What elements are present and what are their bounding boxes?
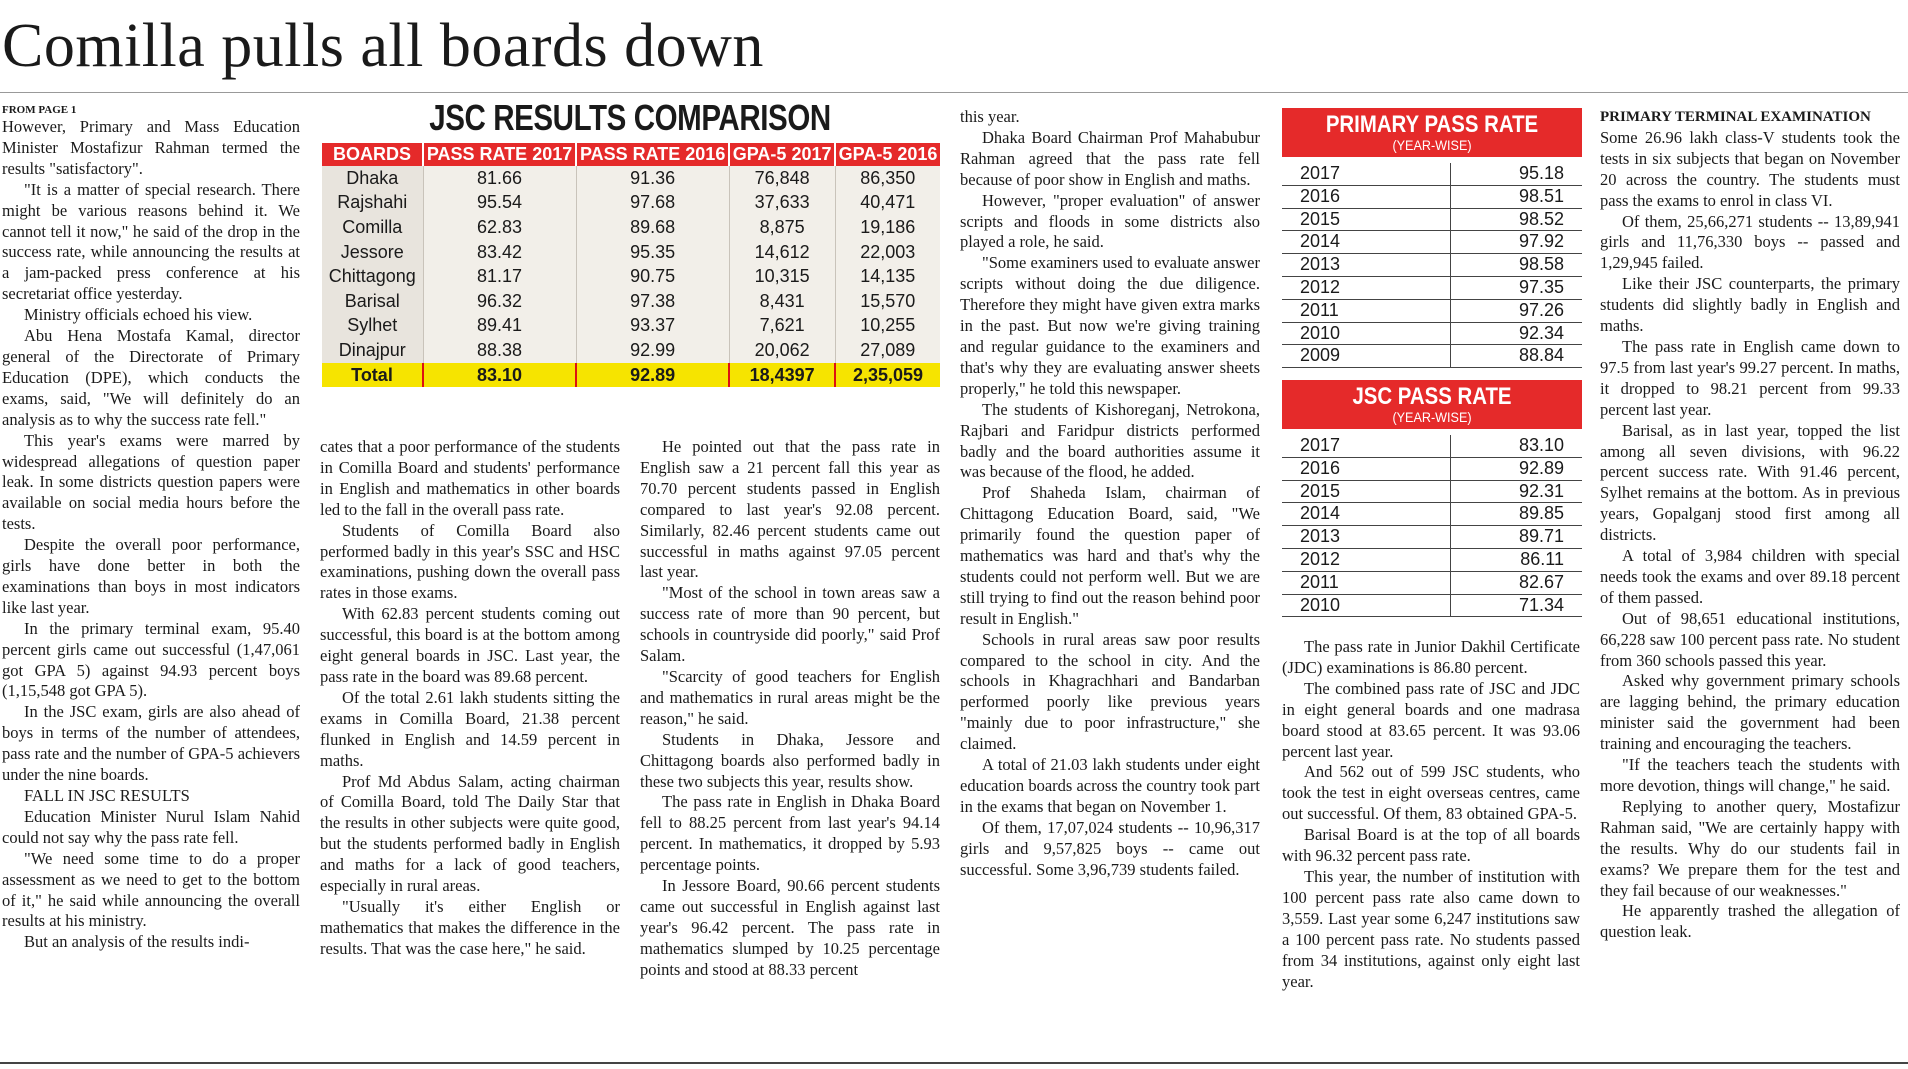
pass-rate-value: 89.71 [1518, 526, 1564, 547]
table-cell: 91.36 [576, 166, 729, 191]
table-cell: Rajshahi [322, 191, 423, 216]
pass-rate-value: 97.92 [1518, 231, 1564, 252]
paragraph: "Scarcity of good teachers for English and mathematics in rural areas might be the reason," he said. [640, 666, 940, 728]
article-column-2 [320, 437, 620, 1047]
paragraph: He pointed out that the pass rate in English saw a 21 percent fall this year as 70.70 percent students passed in English compared to last year's 92.08 percent. Similarly, 82.46 percent students came out successful in maths against 97.05 percent last year. [640, 437, 940, 582]
pass-rate-value: 86.11 [1520, 548, 1564, 569]
table-cell: 97.68 [576, 191, 729, 216]
year-label: 2015 [1282, 481, 1451, 503]
comparison-table-title: JSC RESULTS COMPARISON [429, 97, 831, 138]
paragraph: Barisal, as in last year, topped the list among all seven divisions, with 96.22 percent success rate. With 91.46 percent, Sylhet remains at the bottom. As in previous years, Gopalganj stood first among all districts. [1600, 420, 1900, 545]
year-label: 2013 [1282, 526, 1451, 548]
table-cell: 37,633 [729, 191, 835, 216]
table-cell: 15,570 [835, 289, 940, 314]
paragraph: The pass rate in English came down to 97.5 from last year's 99.27 percent. In maths, it dropped to 98.21 percent from 99.33 percent last year. [1600, 336, 1900, 419]
jsc-pass-rate-title: JSC PASS RATE [1352, 383, 1512, 410]
table-cell: 19,186 [835, 215, 940, 240]
year-label: 2011 [1282, 300, 1451, 322]
list-item [1282, 595, 1582, 618]
table-cell: 88.38 [423, 338, 576, 363]
paragraph: Out of 98,651 educational institutions, 66,228 saw 100 percent pass rate. No student from 360 schools passed this year. [1600, 608, 1900, 670]
table-cell: 20,062 [729, 338, 835, 363]
article-column-6 [1600, 107, 1900, 1047]
table-cell: 93.37 [576, 314, 729, 339]
paragraph: This year's exams were marred by widespread allegations of question paper leak. In some districts question papers were available on social media hours before the tests. [2, 430, 300, 534]
pass-rate-value: 98.58 [1518, 254, 1564, 275]
table-cell: Barisal [322, 289, 423, 314]
table-cell: 89.68 [576, 215, 729, 240]
table-cell: 7,621 [729, 314, 835, 339]
table-cell: 95.35 [576, 240, 729, 265]
pass-rate-value: 89.85 [1518, 503, 1564, 524]
year-label: 2016 [1282, 458, 1451, 480]
table-cell: 90.75 [576, 264, 729, 289]
year-label: 2009 [1282, 345, 1451, 367]
paragraph: Prof Md Abdus Salam, acting chairman of Comilla Board, told The Daily Star that the results in other subjects were quite good, but the students performed badly in English and maths for a lack of good teachers, especially in rural areas. [320, 771, 620, 896]
table-cell: 14,135 [835, 264, 940, 289]
paragraph: Students of Comilla Board also performed badly in this year's SSC and HSC examinations, pushing down the overall pass rates in those exams. [320, 520, 620, 603]
paragraph: Replying to another query, Mostafizur Rahman said, "We are certainly happy with the results. Why do our students fail in exams? We prepare them for the test and they fail because of our weaknesses." [1600, 796, 1900, 900]
table-cell: 83.42 [423, 240, 576, 265]
list-item [1282, 435, 1582, 458]
list-item [1282, 163, 1582, 186]
table-cell: 62.83 [423, 215, 576, 240]
primary-pass-rate-title: PRIMARY PASS RATE [1325, 111, 1539, 138]
paragraph: Like their JSC counterparts, the primary students did slightly badly in English and maths. [1600, 274, 1900, 336]
year-label: 2016 [1282, 186, 1451, 208]
list-item [1282, 209, 1582, 232]
paragraph: A total of 3,984 children with special needs took the exams and over 89.18 percent of them passed. [1600, 546, 1900, 607]
table-cell: 92.99 [576, 338, 729, 363]
paragraph: Asked why government primary schools are lagging behind, the primary education minister said the government had been training and encouraging the teachers. [1600, 671, 1900, 754]
article-column-4 [960, 107, 1260, 1047]
bottom-rule [0, 1062, 1908, 1064]
year-label: 2017 [1282, 163, 1451, 185]
table-cell: Dinajpur [322, 338, 423, 363]
table-header-row [322, 143, 940, 166]
year-label: 2015 [1282, 209, 1451, 231]
list-item [1282, 186, 1582, 209]
list-item [1282, 526, 1582, 549]
paragraph: "Usually it's either English or mathematics that makes the difference in the results. That was the case here," he said. [320, 896, 620, 958]
table-cell: 8,875 [729, 215, 835, 240]
list-item [1282, 458, 1582, 481]
paragraph: He apparently trashed the allegation of question leak. [1600, 901, 1900, 942]
table-cell: Jessore [322, 240, 423, 265]
table-cell: 10,315 [729, 264, 835, 289]
year-label: 2011 [1282, 572, 1451, 594]
table-cell: 96.32 [423, 289, 576, 314]
year-label: 2014 [1282, 503, 1451, 525]
list-item [1282, 345, 1582, 368]
paragraph: The pass rate in English in Dhaka Board fell to 88.25 percent from last year's 94.14 percent. In mathematics, it dropped by 5.93 percentage points. [640, 792, 940, 875]
list-item [1282, 572, 1582, 595]
paragraph: And 562 out of 599 JSC students, who took the test in eight overseas centres, came out successful. Of them, 83 obtained GPA-5. [1282, 762, 1580, 824]
paragraph: Of the total 2.61 lakh students sitting the exams in Comilla Board, 21.38 percent flunked in English and 14.59 percent in maths. [320, 687, 620, 770]
article-column-5 [1282, 637, 1580, 1047]
paragraph: This year, the number of institution with 100 percent pass rate also came down to 3,559. Last year some 6,247 institutions saw a 100 percent pass rate. No students passed from 34 institutions, against only eight last year. [1282, 866, 1580, 991]
paragraph: "It is a matter of special research. There might be various reasons behind it. We cannot tell it now," he said of the drop in the success rate, while announcing the results at a jam-packed press conference at his secretariat office yesterday. [2, 179, 300, 304]
list-item [1282, 277, 1582, 300]
jsc-pass-rate-subtitle: (YEAR-WISE) [1392, 409, 1472, 425]
table-cell: 76,848 [729, 166, 835, 191]
paragraph: Barisal Board is at the top of all boards with 96.32 percent pass rate. [1282, 825, 1580, 866]
article-column-1 [2, 103, 300, 1048]
article-column-3 [640, 437, 940, 1047]
primary-pass-rate-list [1282, 163, 1582, 368]
table-row [322, 289, 940, 314]
paragraph: A total of 21.03 lakh students under eight education boards across the country took part in the exams that began on November 1. [960, 755, 1260, 816]
paragraph: In the primary terminal exam, 95.40 percent girls came out successful (1,47,061 got GPA 5) against 94.93 percent boys (1,15,548 got GPA 5). [2, 618, 300, 701]
table-cell: 8,431 [729, 289, 835, 314]
table-cell: 97.38 [576, 289, 729, 314]
headline: Comilla pulls all boards down [2, 12, 764, 80]
paragraph: "Some examiners used to evaluate answer scripts without doing the due diligence. Therefore they might have given extra marks in the past. But now we're giving training and regular guidance to the examiners and that's why they are evaluating answer sheets properly," he told this newspaper. [960, 253, 1260, 398]
table-cell: 22,003 [835, 240, 940, 265]
paragraph: Of them, 25,66,271 students -- 13,89,941 girls and 11,76,330 boys -- passed and 1,29,945 failed. [1600, 211, 1900, 273]
subheading: FALL IN JSC RESULTS [24, 786, 190, 805]
paragraph: Some 26.96 lakh class-V students took the tests in six subjects that began on November 20 across the country. The students must pass the exams to enrol in class VI. [1600, 127, 1900, 210]
year-label: 2012 [1282, 277, 1451, 299]
pass-rate-value: 88.84 [1518, 345, 1564, 366]
paragraph: Schools in rural areas saw poor results compared to the school in city. And the schools in Khagrachhari and Bandarban performed poorly like previous years "mainly due to poor infrastructure," she claimed. [960, 629, 1260, 754]
table-cell: Chittagong [322, 264, 423, 289]
header-pass-rate-2016: PASS RATE 2016 [576, 143, 729, 166]
list-item [1282, 231, 1582, 254]
table-cell: 89.41 [423, 314, 576, 339]
header-boards: BOARDS [322, 143, 423, 166]
year-label: 2017 [1282, 435, 1451, 457]
list-item [1282, 254, 1582, 277]
pass-rate-value: 92.89 [1518, 457, 1564, 478]
pass-rate-value: 95.18 [1518, 163, 1564, 183]
table-cell: 95.54 [423, 191, 576, 216]
paragraph: cates that a poor performance of the students in Comilla Board and students' performance in English and mathematics in other boards led to the fall in the overall pass rate. [320, 437, 620, 519]
paragraph: Ministry officials echoed his view. [24, 305, 253, 325]
paragraph: The pass rate in Junior Dakhil Certificate (JDC) examinations is 86.80 percent. [1282, 637, 1580, 677]
pass-rate-value: 98.52 [1518, 208, 1564, 229]
paragraph: With 62.83 percent students coming out successful, this board is at the bottom among eight general boards in JSC. Last year, the pass rate in the board was 89.68 percent. [320, 604, 620, 686]
paragraph: "If the teachers teach the students with more devotion, things will change," he said. [1600, 755, 1900, 795]
paragraph: "We need some time to do a proper assessment as we need to get to the bottom of it," he said while announcing the overall results at his ministry. [2, 848, 300, 931]
table-cell: 86,350 [835, 166, 940, 191]
table-cell: 81.66 [423, 166, 576, 191]
year-label: 2010 [1282, 595, 1451, 617]
table-row [322, 338, 940, 363]
table-row [322, 314, 940, 339]
paragraph: Students in Dhaka, Jessore and Chittagong boards also performed badly in these two subjects this year, results show. [640, 729, 940, 791]
pass-rate-value: 92.31 [1518, 480, 1564, 501]
table-total-row [322, 363, 940, 388]
table-cell: Dhaka [322, 166, 423, 191]
subheading: PRIMARY TERMINAL EXAMINATION [1600, 109, 1871, 125]
table-cell: Comilla [322, 215, 423, 240]
table-row [322, 166, 940, 191]
table-cell: 83.10 [423, 363, 576, 388]
year-label: 2014 [1282, 231, 1451, 253]
paragraph: Prof Shaheda Islam, chairman of Chittagong Education Board, said, "We primarily found the question paper of mathematics was hard and that's why the students could not perform well. But we are still trying to find out the reason behind poor result in English." [960, 483, 1260, 628]
table-cell: 10,255 [835, 314, 940, 339]
paragraph: However, Primary and Mass Education Minister Mostafizur Rahman termed the results "satisfactory". [2, 117, 300, 178]
table-cell: 2,35,059 [835, 363, 940, 388]
table-cell: Total [322, 363, 423, 388]
pass-rate-value: 97.26 [1518, 299, 1564, 320]
list-item [1282, 481, 1582, 504]
pass-rate-value: 83.10 [1518, 435, 1564, 455]
table-cell: 40,471 [835, 191, 940, 216]
table-cell: 92.89 [576, 363, 729, 388]
pass-rate-value: 97.35 [1518, 276, 1564, 297]
year-label: 2012 [1282, 549, 1451, 571]
list-item [1282, 300, 1582, 323]
paragraph: In Jessore Board, 90.66 percent students came out successful in English against last year's 96.42 percent. The pass rate in mathematics slumped by 10.25 percentage points and stood at 88.33 percent [640, 876, 940, 979]
from-page-label: FROM PAGE 1 [2, 104, 77, 116]
pass-rate-value: 71.34 [1518, 594, 1564, 615]
paragraph: Despite the overall poor performance, girls have done better in both the examinations than boys in most indicators like last year. [2, 535, 300, 617]
table-row [322, 215, 940, 240]
list-item [1282, 503, 1582, 526]
pass-rate-value: 82.67 [1518, 571, 1564, 592]
table-row [322, 191, 940, 216]
paragraph: Dhaka Board Chairman Prof Mahabubur Rahman agreed that the pass rate fell because of poor show in English and maths. [960, 127, 1260, 189]
pass-rate-value: 92.34 [1518, 322, 1564, 343]
paragraph: The combined pass rate of JSC and JDC in eight general boards and one madrasa board stood at 83.65 percent. It was 93.06 percent last year. [1282, 678, 1580, 761]
paragraph: The students of Kishoreganj, Netrokona, Rajbari and Faridpur districts performed badly and the board authorities assume it was because of the flood, he added. [960, 399, 1260, 482]
year-label: 2013 [1282, 254, 1451, 276]
headline-rule [0, 92, 1908, 93]
table-cell: 81.17 [423, 264, 576, 289]
paragraph: "Most of the school in town areas saw a success rate of more than 90 percent, but schools in countryside did poorly," said Prof Salam. [640, 583, 940, 666]
paragraph: Of them, 17,07,024 students -- 10,96,317 girls and 9,57,825 boys -- came out successful. Some 3,96,739 students failed. [960, 817, 1260, 879]
pass-rate-value: 98.51 [1518, 185, 1564, 206]
header-pass-rate-2017: PASS RATE 2017 [423, 143, 576, 166]
jsc-pass-rate-list [1282, 435, 1582, 617]
table-row [322, 264, 940, 289]
header-gpa5-2016: GPA-5 2016 [835, 143, 940, 166]
primary-pass-rate-header [1282, 108, 1582, 157]
table-cell: 18,4397 [729, 363, 835, 388]
paragraph: this year. [960, 107, 1020, 126]
table-cell: 14,612 [729, 240, 835, 265]
table-cell: Sylhet [322, 314, 423, 339]
paragraph: In the JSC exam, girls are also ahead of boys in terms of the number of attendees, pass rate and the number of GPA-5 achievers under the nine boards. [2, 702, 300, 785]
table-cell: 27,089 [835, 338, 940, 363]
paragraph: But an analysis of the results indi- [24, 932, 250, 952]
header-gpa5-2017: GPA-5 2017 [729, 143, 835, 166]
paragraph: However, "proper evaluation" of answer scripts and floods in some districts also played a role, he said. [960, 190, 1260, 252]
year-label: 2010 [1282, 323, 1451, 345]
list-item [1282, 549, 1582, 572]
primary-pass-rate-subtitle: (YEAR-WISE) [1392, 137, 1472, 153]
paragraph: Abu Hena Mostafa Kamal, director general of the Directorate of Primary Education (DPE), which conducts the exams, said, "We will definitely do an analysis as to why the success rate fell." [2, 326, 300, 429]
paragraph: Education Minister Nurul Islam Nahid could not say why the pass rate fell. [2, 806, 300, 847]
table-row [322, 240, 940, 265]
jsc-pass-rate-header [1282, 380, 1582, 429]
comparison-table [322, 143, 940, 387]
list-item [1282, 323, 1582, 346]
